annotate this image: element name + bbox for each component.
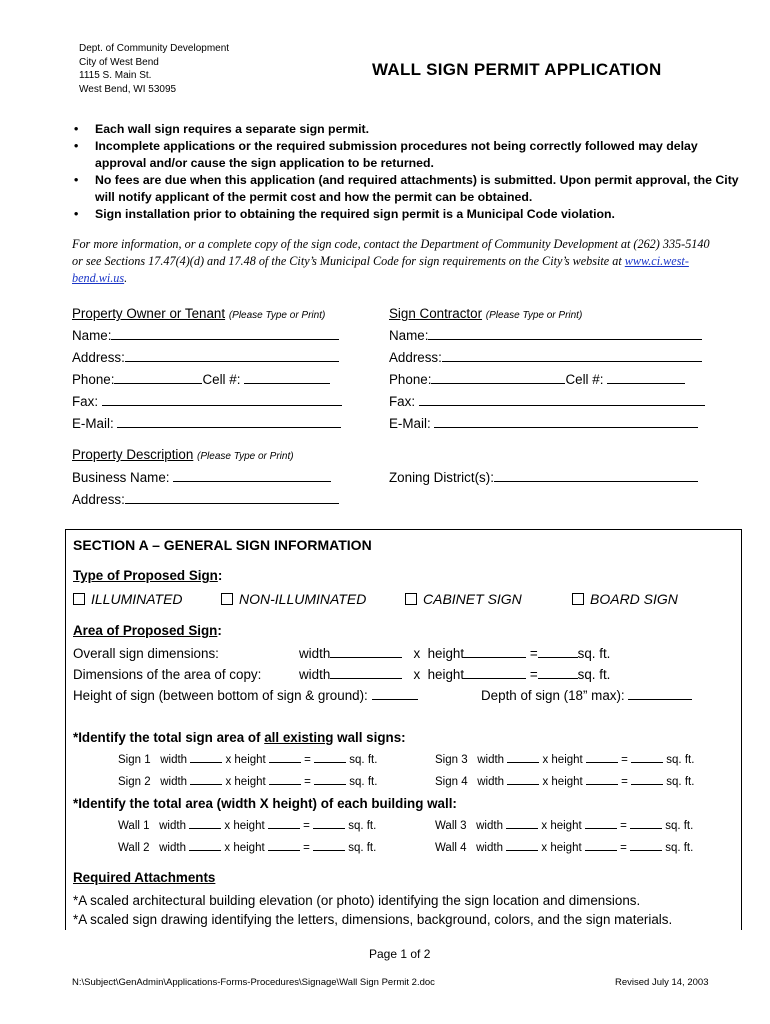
street-address: 1115 S. Main St. [79,70,152,81]
overall-sqft-line[interactable] [538,656,578,658]
width-line[interactable] [190,783,222,785]
city-state-zip: West Bend, WI 53095 [79,83,177,95]
contractor-fax-field[interactable] [389,394,705,410]
attachment-item: *A scaled architectural building elevation (or photo) identifying the sign location and dimensions. [73,893,641,908]
overall-height-line[interactable] [464,656,526,658]
contractor-name-label: Name: [389,328,429,343]
width-label: width [160,754,188,766]
info-end: . [124,271,128,285]
sqft-label: sq. ft. [349,776,378,788]
width-label: width [476,842,503,854]
contractor-address-field[interactable] [389,350,702,366]
business-name-line[interactable] [173,480,331,482]
property-hint: (Please Type or Print) [197,451,294,462]
copy-sqft-line[interactable] [538,677,578,679]
height-label: height [427,646,465,661]
option-board-sign[interactable] [572,591,678,609]
business-name-label: Business Name: [72,470,170,485]
contractor-phone-label: Phone: [389,372,432,387]
width-label: width [477,776,505,788]
sign-label: Sign 1 [118,754,151,766]
width-label: width [159,842,186,854]
owner-email-line[interactable] [117,426,341,428]
width-line[interactable] [189,849,221,851]
identify-underlined: all existing [264,730,334,745]
sqft-label: sq. ft. [348,820,377,832]
identify-pre: *Identify the total sign area of [73,730,265,745]
wall-label: Wall 1 [118,820,150,832]
sqft-line[interactable] [630,827,662,829]
area-label: Area of Proposed Sign [73,623,218,638]
checkbox-icon[interactable] [221,593,233,605]
city-name: City of West Bend [79,56,159,68]
xheight-label: x height [224,820,265,832]
type-heading [73,568,222,584]
sqft-line[interactable] [630,849,662,851]
sign-1-row[interactable] [118,753,377,767]
contractor-address-line[interactable] [442,360,702,362]
bullet-item: • Sign installation prior to obtaining the required sign permit is a Municipal Code violation. [72,206,752,223]
sqft-label: sq. ft. [665,842,694,854]
copy-dimensions-field[interactable] [299,667,610,683]
contractor-hint: (Please Type or Print) [485,310,583,321]
xheight-label: x height [541,820,582,832]
info-text: For more information, or a complete copy of the sign code, contact the Department of Community Development at (262) 335-5140 or see Sections 17.47(4)(d) and 17.48 of the City’s Municipal Code for sign requirements on the City’s website at [72,237,710,268]
owner-name-line[interactable] [111,338,339,340]
owner-name-label: Name: [72,328,112,343]
zoning-label: Zoning District(s): [389,470,494,485]
height-line[interactable] [268,849,300,851]
sqft-label: sq. ft. [577,667,611,682]
contractor-email-line[interactable] [434,426,698,428]
owner-hint: (Please Type or Print) [228,310,326,321]
sign-4-row[interactable] [435,775,694,789]
property-address-label: Address: [72,492,125,507]
width-label: width [476,820,503,832]
info-paragraph [72,236,722,287]
width-line[interactable] [190,761,222,763]
wall-2-row[interactable] [118,841,376,855]
width-label: width [477,754,505,766]
property-heading-row [72,447,294,465]
option-cabinet-sign[interactable] [405,591,522,609]
owner-address-label: Address: [72,350,125,365]
area-heading [73,623,222,639]
department-address [79,42,229,96]
property-address-line[interactable] [125,502,339,504]
height-line[interactable] [585,827,617,829]
owner-name-field[interactable] [72,328,339,344]
contractor-phone-field[interactable] [389,372,685,388]
owner-address-line[interactable] [125,360,339,362]
height-of-sign-field[interactable] [73,688,418,704]
height-line[interactable] [585,849,617,851]
width-label: width [299,667,331,682]
owner-fax-label: Fax: [72,394,99,409]
attachments-label: Required Attachments [73,870,216,885]
revised-date: Revised July 14, 2003 [615,977,709,988]
xheight-label: x height [542,776,583,788]
owner-phone-line[interactable] [114,382,202,384]
page-title: WALL SIGN PERMIT APPLICATION [372,60,662,79]
sqft-line[interactable] [314,783,346,785]
wall-label: Wall 3 [435,820,467,832]
xheight-label: x height [225,754,266,766]
contractor-cell-label: Cell #: [565,372,604,387]
sign-label: Sign 4 [435,776,468,788]
height-sign-label: Height of sign (between bottom of sign & ground): [73,688,368,703]
eq-label: = [620,820,627,832]
property-heading: Property Description [72,447,194,462]
instructions-list [72,121,752,223]
eq-label: = [620,842,627,854]
section-a-title: SECTION A – GENERAL SIGN INFORMATION [73,537,372,553]
property-address-field[interactable] [72,492,339,508]
owner-phone-field[interactable] [72,372,330,388]
width-line[interactable] [507,761,539,763]
attachments-heading [73,870,215,886]
zoning-field[interactable] [389,470,698,486]
bullet-item: • Each wall sign requires a separate sign permit. [72,121,752,138]
owner-phone-label: Phone: [72,372,115,387]
width-line[interactable] [189,827,221,829]
bullet-item: • No fees are due when this application (and required attachments) is submitted. Upon permit approval, the City will notify applicant of the permit cost and how the permit can be obtained. [72,172,752,206]
eq-label: = [304,776,311,788]
wall-label: Wall 2 [118,842,150,854]
sign-3-row[interactable] [435,753,694,767]
contractor-fax-label: Fax: [389,394,416,409]
x-label: x [413,646,421,661]
website-link[interactable]: www.ci.west-bend.wi.us [72,254,689,285]
height-line[interactable] [268,827,300,829]
option-non-illuminated[interactable] [221,591,366,609]
width-label: width [159,820,186,832]
wall-1-row[interactable] [118,819,376,833]
checkbox-icon[interactable] [73,593,85,605]
depth-line[interactable] [628,698,692,700]
page-number: Page 1 of 2 [369,947,431,961]
wall-4-row[interactable] [435,841,693,855]
owner-cell-line[interactable] [244,382,330,384]
sign-label: Sign 3 [435,754,468,766]
sign-label: Sign 2 [118,776,151,788]
copy-width-line[interactable] [330,677,402,679]
option-illuminated[interactable] [73,591,183,609]
sqft-label: sq. ft. [666,776,695,788]
checkbox-icon[interactable] [405,593,417,605]
xheight-label: x height [542,754,583,766]
eq-label: = [304,754,311,766]
owner-email-field[interactable] [72,416,341,432]
bullet-item: • Incomplete applications or the required submission procedures not being correctly followed may delay approval and/or cause the sign application to be returned. [72,138,752,172]
type-colon: : [217,568,223,583]
contractor-heading-row [389,306,582,324]
eq-label: = [529,667,538,682]
zoning-line[interactable] [494,480,698,482]
checkbox-icon[interactable] [572,593,584,605]
contractor-name-field[interactable] [389,328,702,344]
contractor-name-line[interactable] [428,338,702,340]
identify-signs-heading [73,730,406,746]
sqft-label: sq. ft. [348,842,377,854]
overall-dimensions-label: Overall sign dimensions: [73,646,219,661]
contractor-fax-line[interactable] [419,404,705,406]
eq-label: = [303,820,310,832]
xheight-label: x height [224,842,265,854]
owner-email-label: E-Mail: [72,416,114,431]
option-label: ILLUMINATED [91,591,183,607]
option-label: BOARD SIGN [590,591,678,607]
x-label: x [413,667,421,682]
contractor-heading: Sign Contractor [389,306,483,321]
dept-name: Dept. of Community Development [79,43,230,54]
sqft-line[interactable] [314,761,346,763]
identify-walls-heading: *Identify the total area (width X height) of each building wall: [73,796,457,811]
height-line[interactable] [586,761,618,763]
height-line[interactable] [269,783,301,785]
sqft-line[interactable] [631,783,663,785]
xheight-label: x height [225,776,266,788]
business-name-field[interactable] [72,470,331,486]
eq-label: = [303,842,310,854]
identify-post: wall signs: [333,730,406,745]
file-path: N:\Subject\GenAdmin\Applications-Forms-Procedures\Signage\Wall Sign Permit 2.doc [72,977,435,988]
copy-height-line[interactable] [464,677,526,679]
overall-dimensions-field[interactable] [299,646,610,662]
contractor-cell-line[interactable] [607,382,685,384]
option-label: CABINET SIGN [423,591,522,607]
area-colon: : [217,623,222,638]
sqft-label: sq. ft. [665,820,694,832]
depth-field[interactable] [481,688,692,704]
sqft-line[interactable] [313,849,345,851]
width-line[interactable] [506,827,538,829]
owner-cell-label: Cell #: [202,372,241,387]
wall-label: Wall 4 [435,842,467,854]
attachment-item: *A scaled sign drawing identifying the letters, dimensions, background, colors, and the sign materials. [73,912,673,927]
xheight-label: x height [541,842,582,854]
owner-heading-row [72,306,325,324]
contractor-phone-line[interactable] [431,382,565,384]
height-line[interactable] [269,761,301,763]
sqft-label: sq. ft. [666,754,695,766]
sign-2-row[interactable] [118,775,377,789]
type-label: Type of Proposed Sign [73,568,218,583]
width-line[interactable] [507,783,539,785]
owner-fax-line[interactable] [102,404,342,406]
contractor-address-label: Address: [389,350,442,365]
height-sign-line[interactable] [372,698,418,700]
sqft-line[interactable] [631,761,663,763]
owner-fax-field[interactable] [72,394,342,410]
sqft-line[interactable] [313,827,345,829]
contractor-email-label: E-Mail: [389,416,431,431]
width-line[interactable] [506,849,538,851]
eq-label: = [621,776,628,788]
sqft-label: sq. ft. [577,646,611,661]
sqft-label: sq. ft. [349,754,378,766]
height-label: height [427,667,465,682]
overall-width-line[interactable] [330,656,402,658]
owner-heading: Property Owner or Tenant [72,306,226,321]
contractor-email-field[interactable] [389,416,698,432]
wall-3-row[interactable] [435,819,693,833]
depth-label: Depth of sign (18” max): [481,688,625,703]
eq-label: = [621,754,628,766]
width-label: width [160,776,188,788]
height-line[interactable] [586,783,618,785]
width-label: width [299,646,331,661]
owner-address-field[interactable] [72,350,339,366]
option-label: NON-ILLUMINATED [239,591,367,607]
copy-dimensions-label: Dimensions of the area of copy: [73,667,262,682]
eq-label: = [529,646,538,661]
